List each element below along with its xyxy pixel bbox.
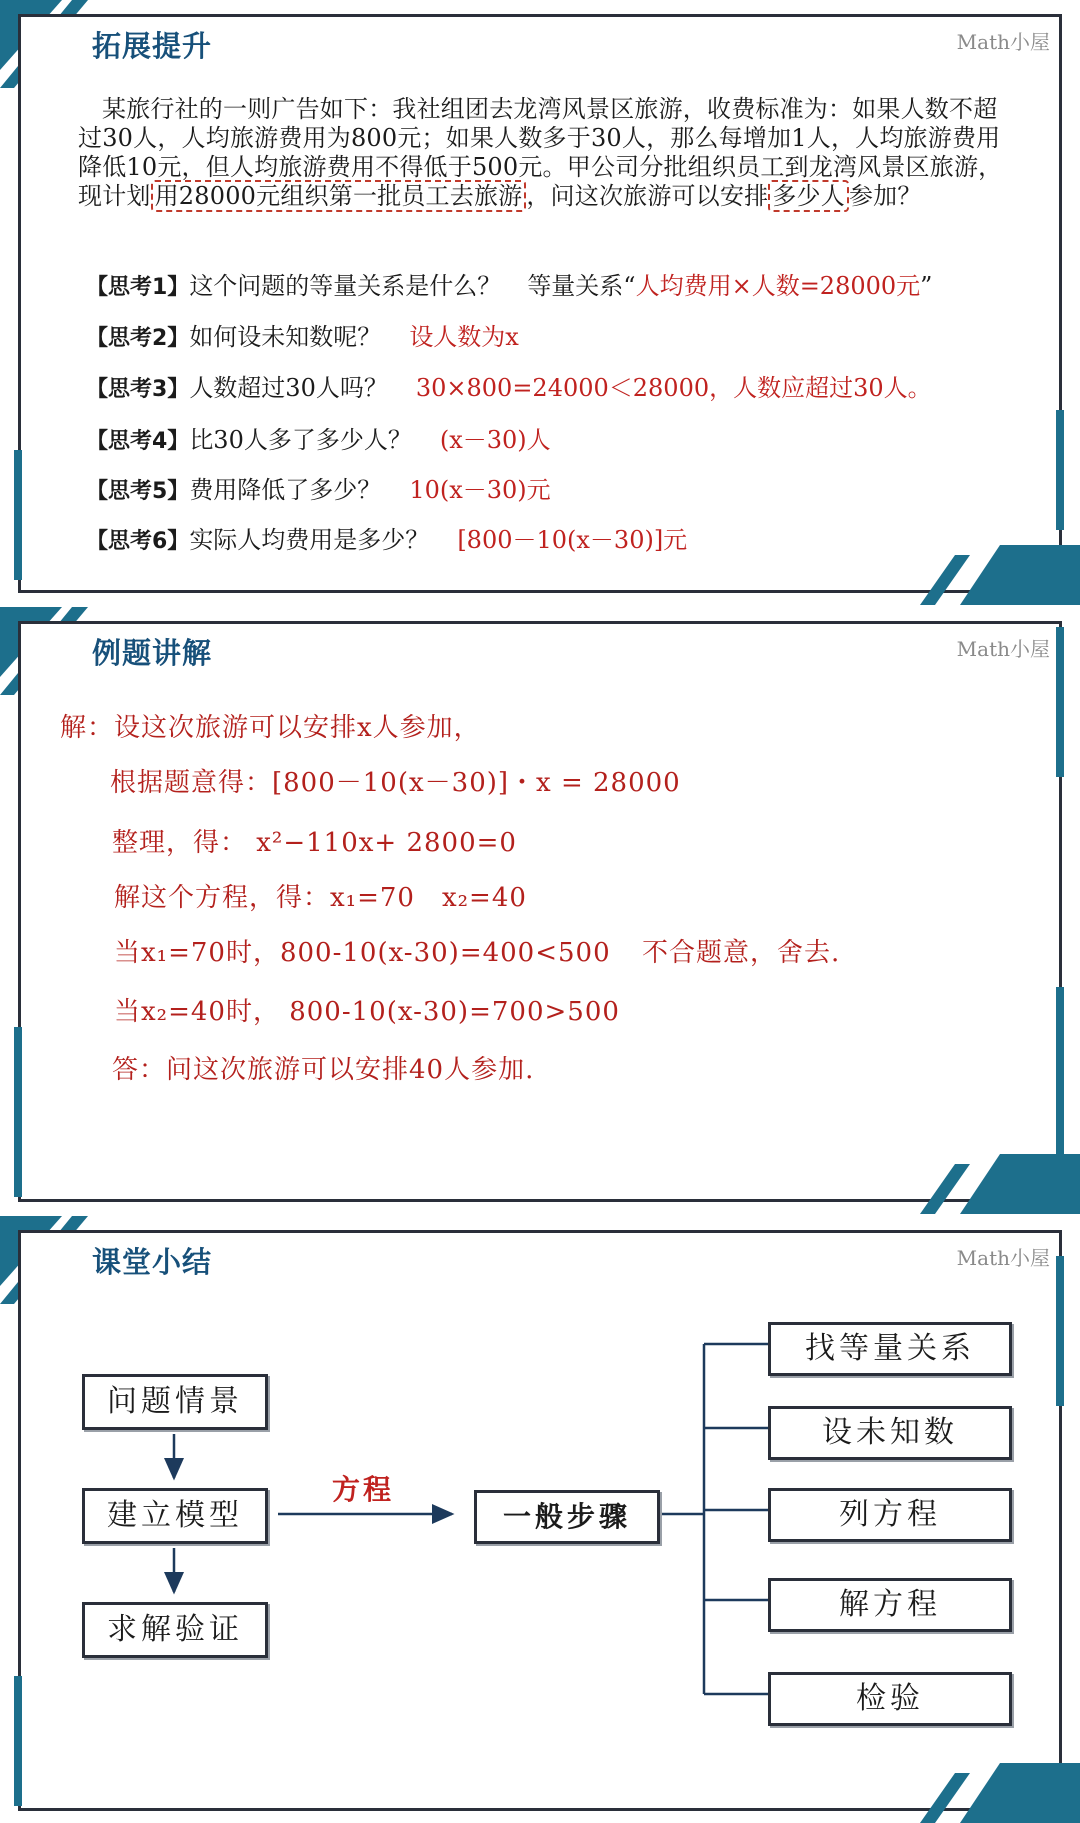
think-item-2 bbox=[86, 317, 519, 352]
think-label: 【思考3】 bbox=[86, 377, 190, 402]
think-answer: 人均费用×人数=28000元 bbox=[635, 272, 921, 300]
slide-summary bbox=[0, 1216, 1080, 1823]
arrow-label-equation: 方程 bbox=[332, 1473, 395, 1506]
box-check: 检验 bbox=[768, 1672, 1012, 1726]
slide-extend bbox=[0, 0, 1080, 605]
accent-bar bbox=[14, 1027, 22, 1197]
box-set-unknown: 设未知数 bbox=[768, 1406, 1012, 1460]
think-item-3 bbox=[86, 368, 932, 403]
box-find-equal-relation: 找等量关系 bbox=[768, 1322, 1012, 1376]
corner-decoration bbox=[900, 545, 1080, 605]
think-item-1 bbox=[86, 266, 932, 301]
slide-title: 课堂小结 bbox=[92, 1245, 213, 1279]
highlight-how-many: 多少人 bbox=[768, 180, 849, 212]
think-label: 【思考5】 bbox=[86, 479, 190, 504]
solution-line-1: 解：设这次旅游可以安排x人参加， bbox=[60, 713, 481, 743]
reject-note: 不合题意，舍去. bbox=[642, 938, 841, 968]
accent-bar bbox=[14, 450, 22, 580]
corner-decoration bbox=[900, 1154, 1080, 1214]
think-label: 【思考6】 bbox=[86, 529, 190, 554]
think-answer: 设人数为x bbox=[409, 323, 519, 351]
think-question: 这个问题的等量关系是什么？ bbox=[189, 272, 502, 300]
box-general-steps: 一般步骤 bbox=[474, 1490, 660, 1544]
think-item-6 bbox=[86, 520, 687, 555]
solution-line-6: 当x₂=40时， 800-10(x-30)=700>500 bbox=[114, 997, 620, 1027]
think-label: 【思考2】 bbox=[86, 326, 190, 351]
box-write-equation: 列方程 bbox=[768, 1488, 1012, 1542]
think-label: 【思考4】 bbox=[86, 429, 190, 454]
accent-bar bbox=[1056, 410, 1064, 530]
box-solve-verify: 求解验证 bbox=[82, 1602, 268, 1658]
box-build-model: 建立模型 bbox=[82, 1488, 268, 1544]
box-problem-scenario: 问题情景 bbox=[82, 1374, 268, 1430]
solution-line-4: 解这个方程，得：x₁=70 x₂=40 bbox=[114, 883, 527, 913]
solution-line-3: 整理，得： x²−110x+ 2800=0 bbox=[112, 828, 517, 858]
solution-line-5: 当x₁=70时，800-10(x-30)=400<500 bbox=[114, 938, 611, 968]
think-question: 费用降低了多少？ bbox=[189, 476, 382, 504]
think-item-5 bbox=[86, 470, 551, 505]
solution-line-2: 根据题意得：[800－10(x－30)]・x = 28000 bbox=[110, 768, 681, 798]
think-question: 人数超过30人吗？ bbox=[189, 374, 388, 402]
think-answer-prefix: 等量关系“ bbox=[527, 272, 636, 300]
slide-title: 例题讲解 bbox=[92, 636, 213, 670]
problem-text-part: 某旅行社的一则广告如下：我社组团去龙湾风景区旅游，收费标准为：如果人数不超过30人，人均旅游费用为800元；如果人数多于30人，那么每增加1人，人均旅游费用降低10元，但人均旅游费用不得低于500元。甲公司分批组织员工到龙湾风景区旅游，现计划 bbox=[78, 95, 1003, 210]
box-solve-equation: 解方程 bbox=[768, 1578, 1012, 1632]
accent-bar bbox=[1056, 627, 1064, 777]
think-answer: 30×800=24000＜28000，人数应超过30人。 bbox=[415, 374, 932, 402]
think-answer: 10(x－30)元 bbox=[409, 476, 551, 504]
watermark: Math小屋 bbox=[956, 637, 1050, 661]
slide-title: 拓展提升 bbox=[92, 29, 213, 63]
think-label: 【思考1】 bbox=[86, 275, 190, 300]
think-question: 实际人均费用是多少？ bbox=[189, 526, 430, 554]
solution-answer: 答：问这次旅游可以安排40人参加. bbox=[112, 1055, 535, 1085]
problem-text-part: ，问这次旅游可以安排 bbox=[526, 182, 769, 210]
highlight-budget: 用28000元组织第一批员工去旅游 bbox=[151, 180, 527, 212]
problem-text-part: 参加？ bbox=[848, 182, 922, 210]
think-question: 如何设未知数呢？ bbox=[189, 323, 382, 351]
think-answer: (x－30)人 bbox=[439, 426, 551, 454]
watermark: Math小屋 bbox=[956, 30, 1050, 54]
watermark: Math小屋 bbox=[956, 1246, 1050, 1270]
slide-example bbox=[0, 607, 1080, 1214]
think-answer: [800－10(x－30)]元 bbox=[457, 526, 688, 554]
problem-text bbox=[78, 95, 1018, 211]
think-answer-suffix: ” bbox=[920, 272, 933, 300]
think-question: 比30人多了多少人？ bbox=[189, 426, 412, 454]
think-item-4 bbox=[86, 420, 551, 455]
